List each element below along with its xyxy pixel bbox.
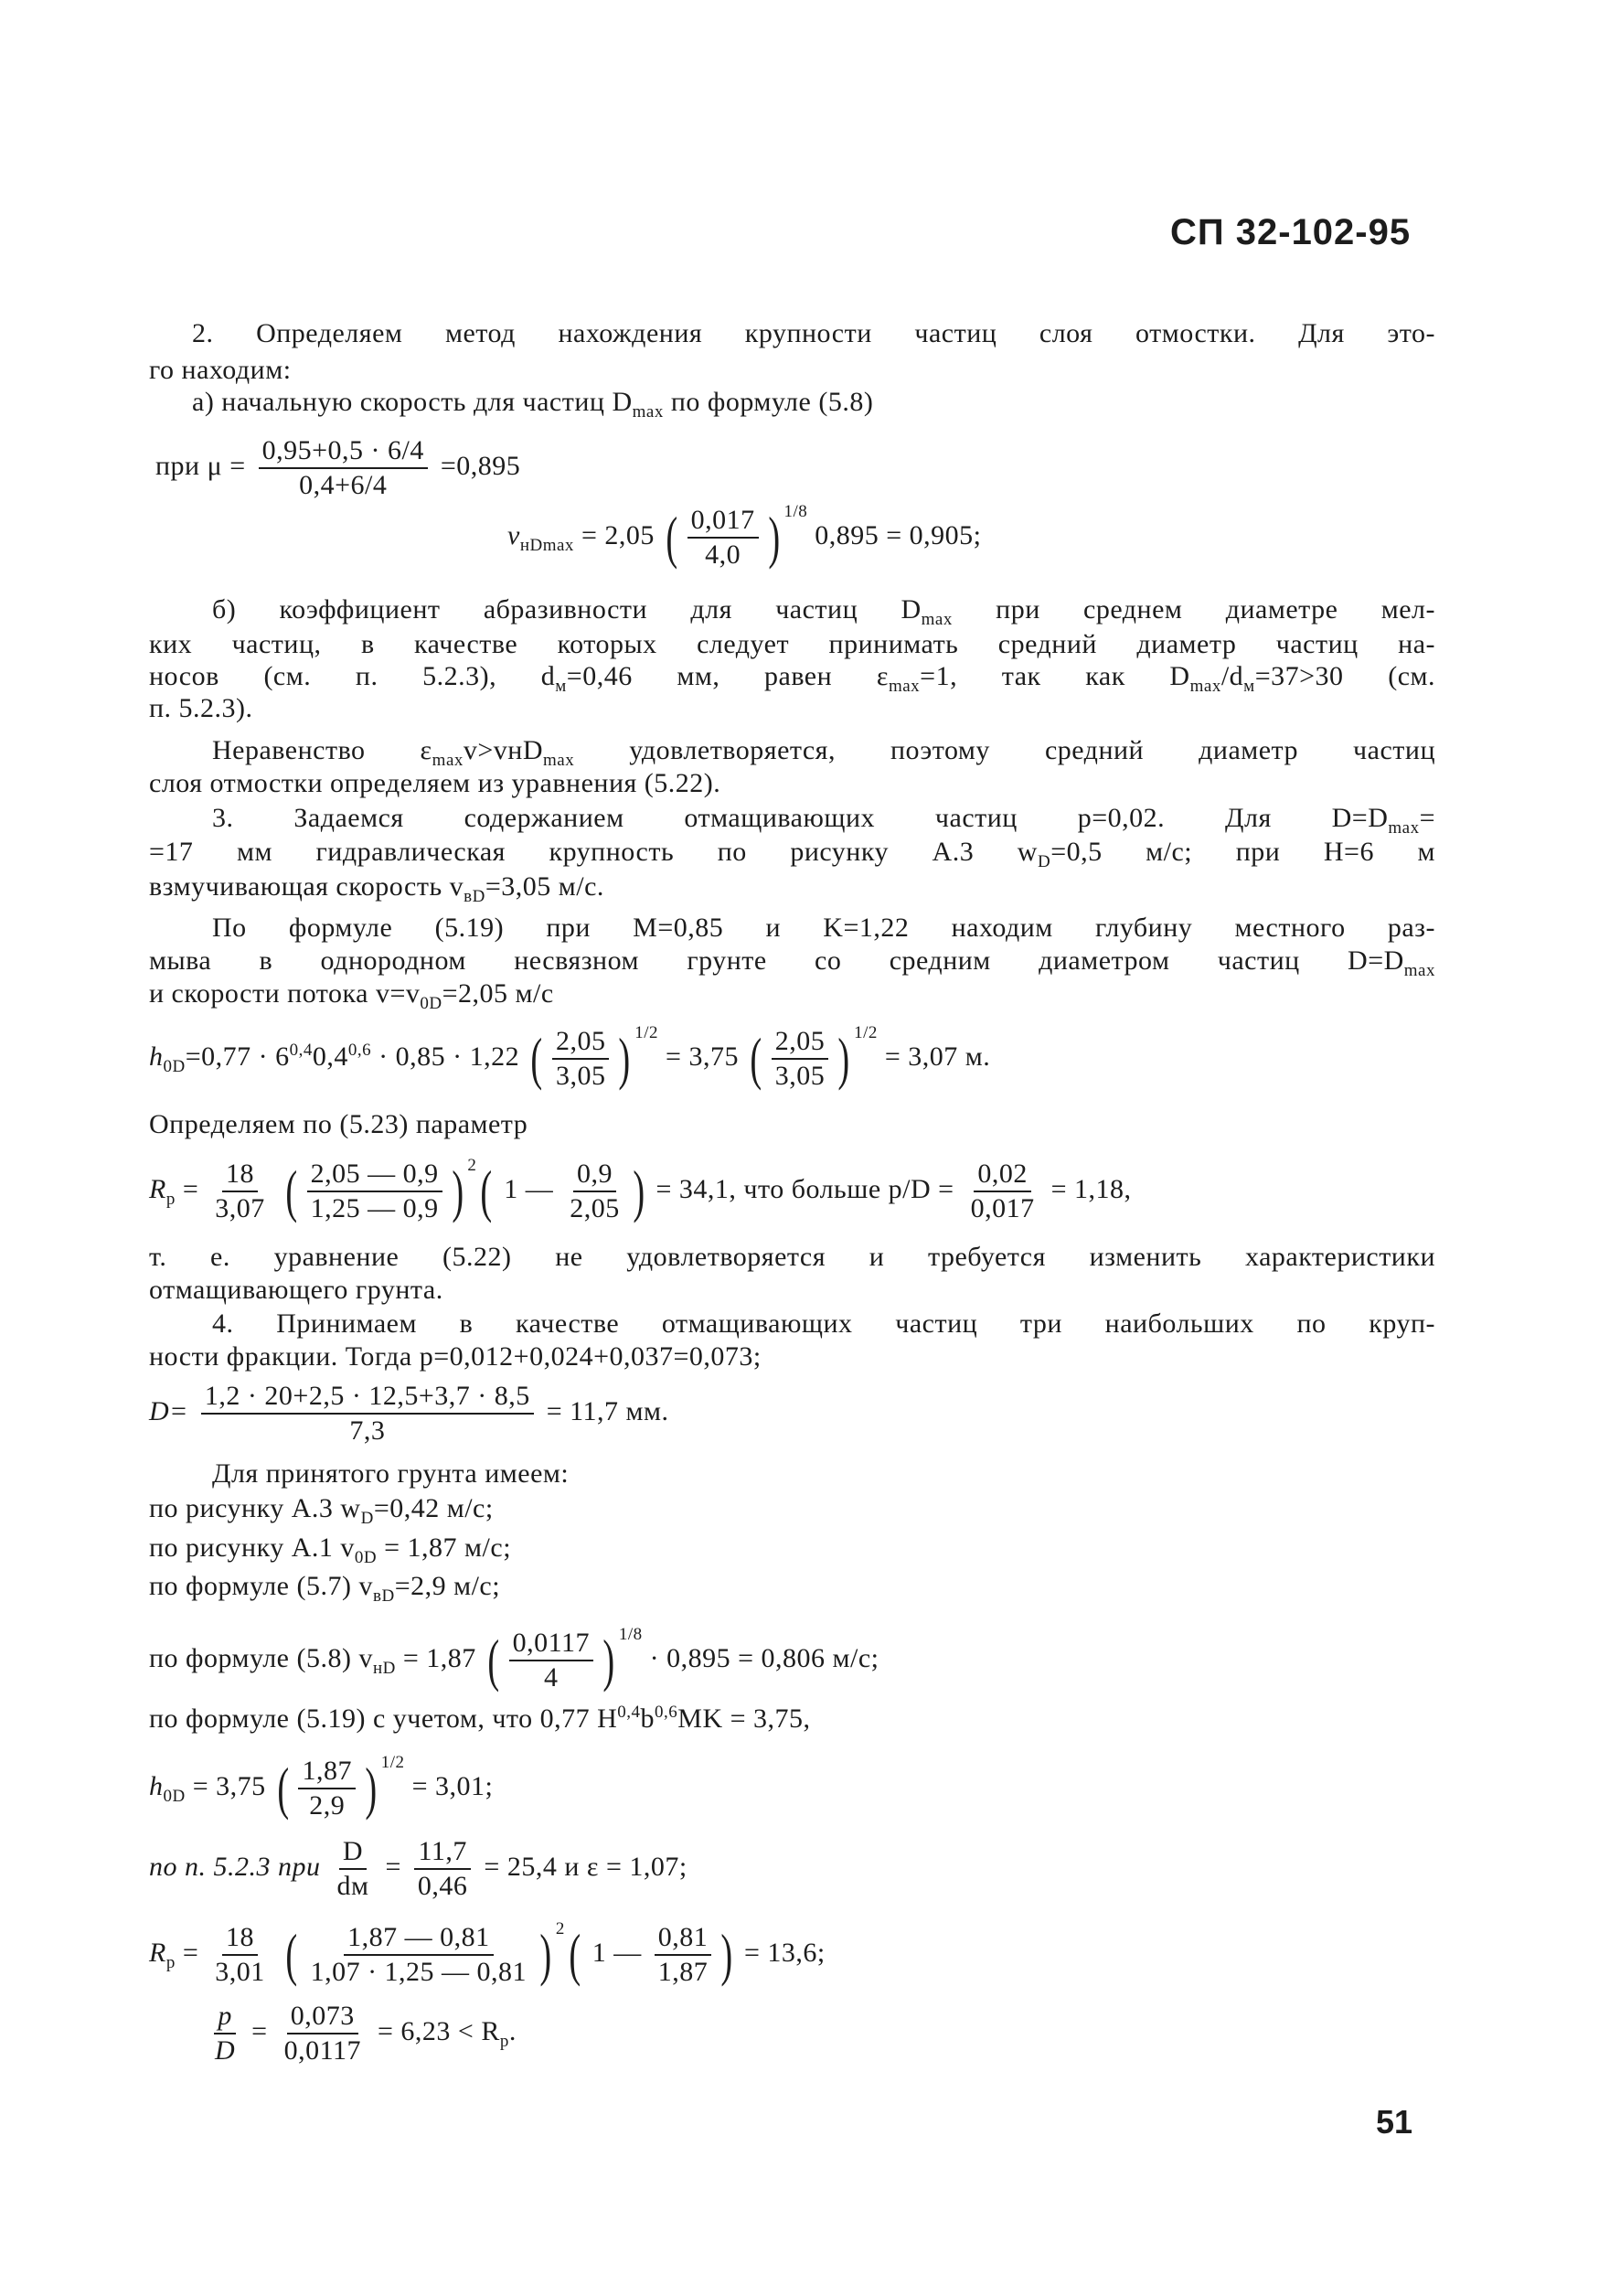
text: = 1,18, — [1050, 1174, 1132, 1204]
text-line — [149, 1276, 443, 1304]
fraction — [211, 1924, 269, 1986]
fraction — [334, 1838, 373, 1900]
text: = 3,75 — [192, 1771, 266, 1801]
paren: ( — [285, 1159, 298, 1224]
paren: ( — [285, 1922, 298, 1988]
text: Определяем по (5.23) параметр — [149, 1109, 528, 1139]
subscript: 0D — [420, 994, 442, 1013]
paren: ( — [750, 1026, 762, 1092]
subscript: max — [432, 751, 464, 770]
fraction — [566, 1160, 623, 1223]
text: 1 — — [504, 1174, 554, 1204]
subscript: вD — [372, 1586, 395, 1606]
subscript: 0D — [354, 1548, 378, 1567]
paren: ( — [530, 1026, 543, 1092]
text: = — [251, 2015, 268, 2046]
text: =0,895 — [440, 450, 521, 481]
text: = 3,75 — [666, 1041, 739, 1072]
text-line — [149, 357, 292, 384]
text: =0,5 м/с; при H=6 м — [1050, 837, 1435, 867]
formula-rp-2 — [149, 1920, 826, 1986]
exponent: 1/2 — [634, 1023, 659, 1042]
paren: ) — [720, 1922, 733, 1988]
text: носов (см. п. 5.2.3), d — [149, 661, 556, 691]
denominator: dм — [336, 1871, 369, 1901]
formula-d — [149, 1383, 669, 1445]
text: слоя отмостки определяем из уравнения (5.22). — [149, 768, 721, 798]
text: = — [182, 1938, 199, 1968]
denominator: 1,25 — 0,9 — [310, 1193, 439, 1224]
paren: ) — [618, 1026, 631, 1092]
text: = 1,87 — [395, 1643, 476, 1673]
text: по рисунку А.3 w — [149, 1493, 361, 1523]
numerator: 0,0117 — [509, 1629, 593, 1661]
paren: ) — [602, 1628, 615, 1693]
text: 4. Принимаем в качестве отмащивающих частиц три наибольших по круп- — [212, 1308, 1435, 1339]
text-line — [149, 1703, 811, 1733]
numerator: D — [339, 1838, 367, 1870]
text-line — [149, 1111, 528, 1138]
text: = 13,6; — [744, 1938, 826, 1968]
subscript: D — [360, 1509, 374, 1528]
text: /d — [1220, 661, 1244, 691]
formula-mu — [155, 437, 520, 499]
denominator: 0,46 — [417, 1871, 468, 1901]
subscript: вD — [464, 887, 485, 906]
subscript: max — [1189, 677, 1221, 696]
symbol: D= — [149, 1395, 188, 1426]
subscript: р — [165, 1190, 176, 1209]
text: = 11,7 мм. — [546, 1395, 669, 1426]
paren: ) — [633, 1159, 645, 1224]
text: =0,46 мм, равен ε — [566, 661, 889, 691]
subscript: р — [499, 2031, 509, 2051]
text: Для принятого грунта имеем: — [212, 1458, 570, 1489]
subscript: 0D — [163, 1787, 186, 1806]
denominator: 1,87 — [657, 1957, 709, 1988]
text-line — [149, 663, 1435, 695]
denominator: 4,0 — [705, 539, 741, 571]
fraction — [211, 2002, 239, 2065]
fraction — [307, 1160, 442, 1223]
symbol: R — [149, 1174, 166, 1204]
paren: ( — [487, 1628, 500, 1693]
exponent: 1/2 — [380, 1753, 405, 1772]
exponent: 0,6 — [655, 1703, 678, 1722]
exponent: 0,6 — [347, 1041, 372, 1060]
numerator: 0,02 — [974, 1160, 1031, 1192]
symbol: v — [507, 520, 520, 550]
exponent: 0,4 — [617, 1703, 641, 1722]
fraction — [687, 507, 759, 569]
text: при среднем диаметре мел- — [952, 594, 1436, 625]
exponent: 2 — [555, 1919, 565, 1938]
paren: ) — [451, 1159, 464, 1224]
text: = — [1419, 803, 1435, 833]
numerator: 2,05 — 0,9 — [307, 1160, 442, 1192]
subscript: нD — [372, 1659, 396, 1678]
text-line — [149, 947, 1435, 979]
text: мыва в однородном несвязном грунте со средним диаметром частиц D=D — [149, 945, 1404, 976]
text: 1 — — [592, 1938, 642, 1968]
text: 0,895 = 0,905; — [815, 520, 982, 550]
paren: ( — [666, 505, 678, 571]
exponent: 2 — [467, 1156, 477, 1175]
text: · 0,895 = 0,806 м/с; — [649, 1643, 879, 1673]
text-line — [149, 770, 720, 797]
text: По формуле (5.19) при M=0,85 и K=1,22 находим глубину местного раз- — [212, 913, 1435, 943]
text: по формуле (5.7) v — [149, 1571, 373, 1601]
text: MK = 3,75, — [677, 1703, 811, 1734]
text: =2,9 м/с; — [394, 1571, 501, 1601]
text: =17 мм гидравлическая крупность по рисунку А.3 w — [149, 837, 1038, 867]
text-line — [192, 389, 873, 421]
numerator: 2,05 — [552, 1028, 610, 1060]
text-line — [149, 1343, 762, 1371]
paren: ( — [569, 1922, 581, 1988]
text: б) коэффициент абразивности для частиц D — [212, 594, 922, 625]
text: =37>30 (см. — [1254, 661, 1435, 691]
formula-vnd — [149, 1626, 879, 1692]
document-code-header: СП 32-102-95 — [1170, 212, 1412, 252]
text-line — [212, 1310, 1435, 1338]
text-line — [149, 1495, 494, 1527]
numerator: 1,87 — [298, 1757, 356, 1789]
paren: ) — [837, 1026, 850, 1092]
text: =3,05 м/с. — [485, 871, 604, 902]
text: т. е. уравнение (5.22) не удовлетворяется и требуется изменить характеристики — [149, 1242, 1435, 1272]
subscript: max — [632, 402, 664, 422]
text: удовлетворяется, поэтому средний диаметр частиц — [574, 735, 1435, 765]
text: . — [508, 2015, 517, 2046]
text: = — [182, 1174, 199, 1204]
fraction — [509, 1629, 593, 1692]
numerator: 0,073 — [287, 2002, 358, 2034]
formula-epsilon — [149, 1838, 687, 1900]
text: = 34,1, что больше p/D = — [655, 1174, 954, 1204]
text: 2. Определяем метод нахождения крупности частиц слоя отмостки. Для это- — [192, 318, 1435, 348]
subscript: max — [921, 610, 953, 629]
text: = 6,23 < R — [377, 2015, 500, 2046]
numerator: 1,87 — 0,81 — [344, 1924, 494, 1956]
denominator: 3,07 — [215, 1193, 265, 1224]
subscript: max — [888, 677, 921, 696]
text: 0,4 — [312, 1041, 348, 1072]
text: 3. Задаемся содержанием отмащивающих частиц p=0,02. Для D=D — [212, 803, 1389, 833]
text: по п. 5.2.3 при — [149, 1851, 321, 1882]
text: = 3,07 м. — [884, 1041, 991, 1072]
text: по формуле (5.19) с учетом, что 0,77 H — [149, 1703, 618, 1734]
text: = — [385, 1851, 401, 1882]
text-line — [192, 320, 1435, 347]
symbol: R — [149, 1938, 166, 1968]
denominator: 3,05 — [774, 1061, 826, 1092]
subscript: нDmax — [519, 536, 574, 555]
text: взмучивающая скорость v — [149, 871, 464, 902]
fraction — [211, 1160, 269, 1223]
subscript: м — [555, 677, 567, 696]
fraction — [259, 437, 428, 499]
fraction — [307, 1924, 531, 1986]
denominator: 3,01 — [215, 1957, 265, 1988]
text: = 25,4 и ε = 1,07; — [484, 1851, 687, 1882]
text: по рисунку А.1 v — [149, 1532, 355, 1563]
formula-v — [507, 503, 982, 569]
text-line — [149, 1534, 511, 1566]
text: b — [640, 1703, 655, 1734]
exponent: 1/2 — [854, 1023, 878, 1042]
text-line — [212, 1460, 569, 1488]
denominator: 0,4+6/4 — [299, 470, 388, 500]
text: ности фракции. Тогда p=0,012+0,024+0,037=0,073; — [149, 1341, 762, 1372]
numerator: 18 — [222, 1924, 258, 1956]
numerator: 0,9 — [573, 1160, 616, 1192]
page-number: 51 — [1376, 2103, 1413, 2141]
formula-rp-1 — [149, 1157, 1132, 1223]
numerator: 0,81 — [655, 1924, 712, 1956]
paren: ) — [539, 1922, 552, 1988]
text: =2,05 м/с — [442, 978, 554, 1009]
subscript: D — [1037, 852, 1051, 871]
exponent: 1/8 — [783, 502, 808, 521]
paren: ) — [768, 505, 781, 571]
text: =1, так как D — [920, 661, 1190, 691]
fraction — [655, 1924, 712, 1986]
subscript: max — [1388, 818, 1420, 838]
text: v>vнD — [463, 735, 544, 765]
numerator: 1,2 · 20+2,5 · 12,5+3,7 · 8,5 — [201, 1383, 534, 1415]
text: = 2,05 — [581, 520, 655, 550]
denominator: 0,0117 — [283, 2035, 361, 2066]
numerator: 2,05 — [772, 1028, 829, 1060]
exponent: 0,4 — [289, 1041, 313, 1060]
text: а) начальную скорость для частиц D — [192, 387, 633, 417]
fraction — [281, 2002, 365, 2065]
text-line — [149, 838, 1435, 870]
formula-h0d-2 — [149, 1754, 493, 1820]
fraction — [201, 1383, 534, 1445]
text-line — [149, 980, 554, 1012]
text: Неравенство ε — [212, 735, 432, 765]
subscript: max — [543, 751, 575, 770]
text-line — [149, 873, 604, 905]
denominator: 0,017 — [970, 1193, 1035, 1224]
fraction — [298, 1757, 356, 1820]
text: ких частиц, в качестве которых следует принимать средний диаметр частиц на- — [149, 629, 1435, 659]
symbol: h — [149, 1041, 164, 1072]
text-line — [212, 805, 1435, 837]
paren: ) — [365, 1756, 378, 1821]
fraction — [414, 1838, 472, 1900]
text: отмащивающего грунта. — [149, 1275, 443, 1305]
fraction — [772, 1028, 829, 1090]
denominator: 3,05 — [555, 1061, 606, 1092]
text: п. 5.2.3). — [149, 693, 253, 723]
denominator: 7,3 — [349, 1415, 386, 1446]
text: и скорости потока v=v — [149, 978, 421, 1009]
text: =0,77 · 6 — [185, 1041, 290, 1072]
text: = 3,01; — [411, 1771, 494, 1801]
paren: ( — [480, 1159, 493, 1224]
denominator: 2,05 — [570, 1193, 620, 1224]
denominator: 1,07 · 1,25 — 0,81 — [310, 1957, 528, 1988]
subscript: max — [1403, 961, 1435, 980]
text-line — [212, 596, 1435, 628]
text-line — [149, 631, 1435, 658]
numerator: p — [214, 2002, 236, 2034]
text-line — [212, 737, 1435, 769]
text: = 1,87 м/с; — [377, 1532, 512, 1563]
denominator: 4 — [544, 1662, 559, 1693]
text: · 0,85 · 1,22 — [371, 1041, 520, 1072]
denominator: D — [215, 2035, 236, 2066]
subscript: 0D — [163, 1057, 186, 1076]
text: при μ = — [155, 450, 246, 481]
numerator: 11,7 — [414, 1838, 470, 1870]
numerator: 0,95+0,5 · 6/4 — [259, 437, 428, 469]
formula-p-over-d — [206, 2002, 517, 2065]
fraction — [552, 1028, 610, 1090]
numerator: 0,017 — [687, 507, 759, 539]
formula-h0d — [149, 1024, 990, 1090]
numerator: 18 — [222, 1160, 258, 1192]
text-line — [149, 1244, 1435, 1271]
fraction — [967, 1160, 1039, 1223]
text: го находим: — [149, 355, 292, 385]
text-line — [149, 1573, 500, 1605]
paren: ( — [277, 1756, 290, 1821]
symbol: h — [149, 1771, 164, 1801]
text: по формуле (5.8) v — [149, 1643, 373, 1673]
text-line — [149, 695, 253, 722]
text: по формуле (5.8) — [663, 387, 874, 417]
text: =0,42 м/с; — [373, 1493, 494, 1523]
subscript: р — [165, 1953, 176, 1972]
exponent: 1/8 — [618, 1625, 643, 1644]
text-line — [212, 914, 1435, 942]
subscript: м — [1243, 677, 1255, 696]
denominator: 2,9 — [309, 1790, 346, 1821]
